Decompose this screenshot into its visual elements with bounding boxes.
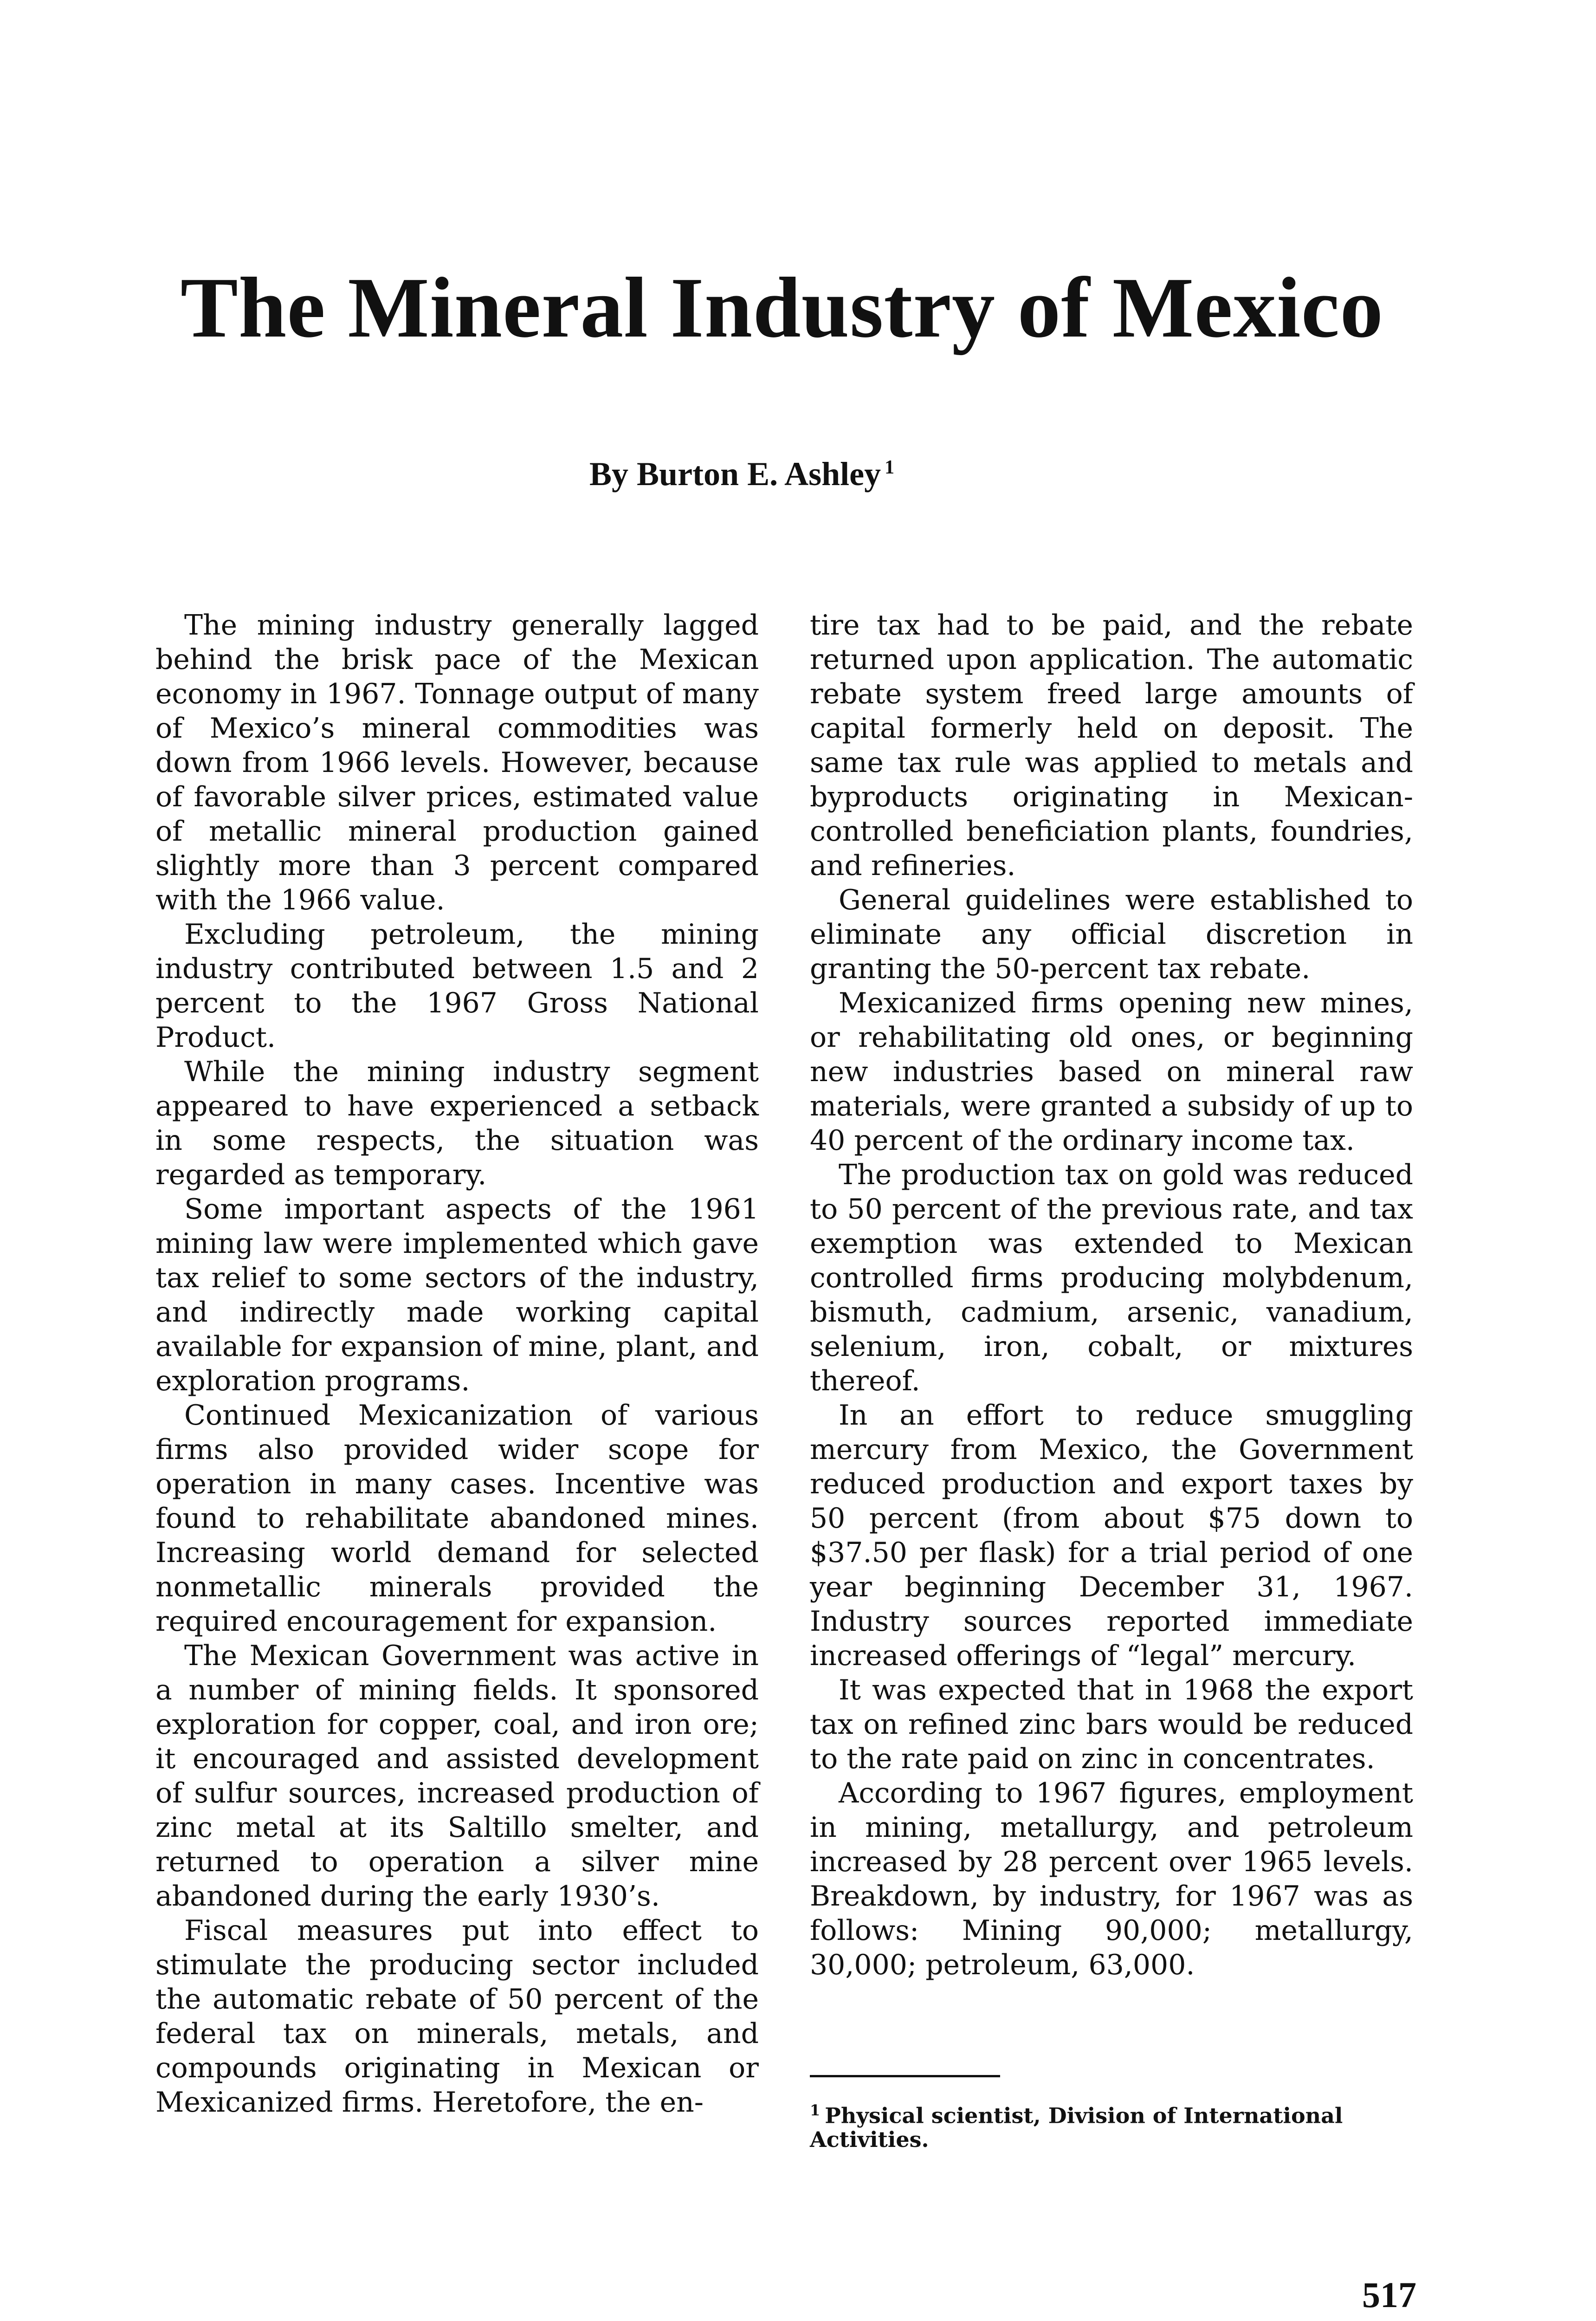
paragraph-government-activity: The Mexican Government was active in a number of mining fields. It sponsored exploration for copper, coal, and iron ore; it encouraged and assisted development of sulfur sources, increased production of zinc metal at its Saltillo smelter, and returned to operation a silver mine abandoned during the early 1930’s.	[155, 1640, 759, 1913]
footnote-reference[interactable]: 1	[885, 457, 895, 478]
paragraph-rebate-continuation: tire tax had to be paid, and the rebate returned upon application. The automatic rebate system freed large amounts of capital formerly held on deposit. The same tax rule was applied to metals and byproducts originating in Mexican-controlled beneficiation plants, foundries, and refineries.	[810, 609, 1413, 882]
paragraph-gnp-contribution: Excluding petroleum, the mining industry contributed between 1.5 and 2 percent to the 1967 Gross National Product.	[155, 918, 759, 1054]
page-title: The Mineral Industry of Mexico	[180, 260, 1384, 356]
paragraph-mining-overview: The mining industry generally lagged behind the brisk pace of the Mexican economy in 1967. Tonnage output of many of Mexico’s mineral commodities was down from 1966 levels. However, because of favorable silver prices, estimated value of metallic mineral production gained slightly more than 3 percent compared with the 1966 value.	[155, 609, 759, 916]
paragraph-setback: While the mining industry segment appeared to have experienced a setback in some respects, the situation was regarded as temporary.	[155, 1056, 759, 1191]
paragraph-guidelines: General guidelines were established to eliminate any official discretion in granting the 50-percent tax rebate.	[810, 884, 1413, 985]
paragraph-zinc-export: It was expected that in 1968 the export tax on refined zinc bars would be reduced to the rate paid on zinc in concentrates.	[810, 1674, 1413, 1775]
paragraph-gold-tax: The production tax on gold was reduced to 50 percent of the previous rate, and tax exemption was extended to Mexican controlled firms producing molybdenum, bismuth, cadmium, arsenic, vanadium, selenium, iron, cobalt, or mixtures thereof.	[810, 1159, 1413, 1397]
footnote	[810, 2098, 1434, 2152]
footnote-mark: 1	[810, 2101, 821, 2119]
page-number: 517	[1362, 2275, 1416, 2315]
paragraph-subsidy: Mexicanized firms opening new mines, or rehabilitating old ones, or beginning new industries based on mineral raw materials, were granted a subsidy of up to 40 percent of the ordinary income tax.	[810, 987, 1413, 1157]
paragraph-mining-law: Some important aspects of the 1961 mining law were implemented which gave tax relief to some sectors of the industry, and indirectly made working capital available for expansion of mine, plant, and exploration programs.	[155, 1193, 759, 1397]
footnote-text: Physical scientist, Division of International Activities.	[810, 2103, 1343, 2152]
paragraph-mercury-smuggling: In an effort to reduce smuggling mercury from Mexico, the Government reduced production and export taxes by 50 percent (from about $75 down to $37.50 per flask) for a trial period of one year beginning December 31, 1967. Industry sources reported immediate increased offerings of “legal” mercury.	[810, 1399, 1413, 1672]
footnote-divider	[810, 2075, 1000, 2077]
left-column	[155, 608, 759, 2120]
author-name: By Burton E. Ashley	[589, 455, 881, 493]
byline	[589, 457, 894, 491]
paragraph-fiscal-measures: Fiscal measures put into effect to stimulate the producing sector included the automatic rebate of 50 percent of the federal tax on minerals, metals, and compounds originating in Mexican or Mexicanized firms. Heretofore, the en-	[155, 1914, 759, 2119]
right-column	[810, 608, 1413, 1982]
paragraph-employment: According to 1967 figures, employment in mining, metallurgy, and petroleum increased by 28 percent over 1965 levels. Breakdown, by industry, for 1967 was as follows: Mining 90,000; metallurgy, 30,000; petroleum, 63,000.	[810, 1777, 1413, 1981]
paragraph-mexicanization: Continued Mexicanization of various firms also provided wider scope for operation in many cases. Incentive was found to rehabilitate abandoned mines. Increasing world demand for selected nonmetallic minerals provided the required encouragement for expansion.	[155, 1399, 759, 1638]
